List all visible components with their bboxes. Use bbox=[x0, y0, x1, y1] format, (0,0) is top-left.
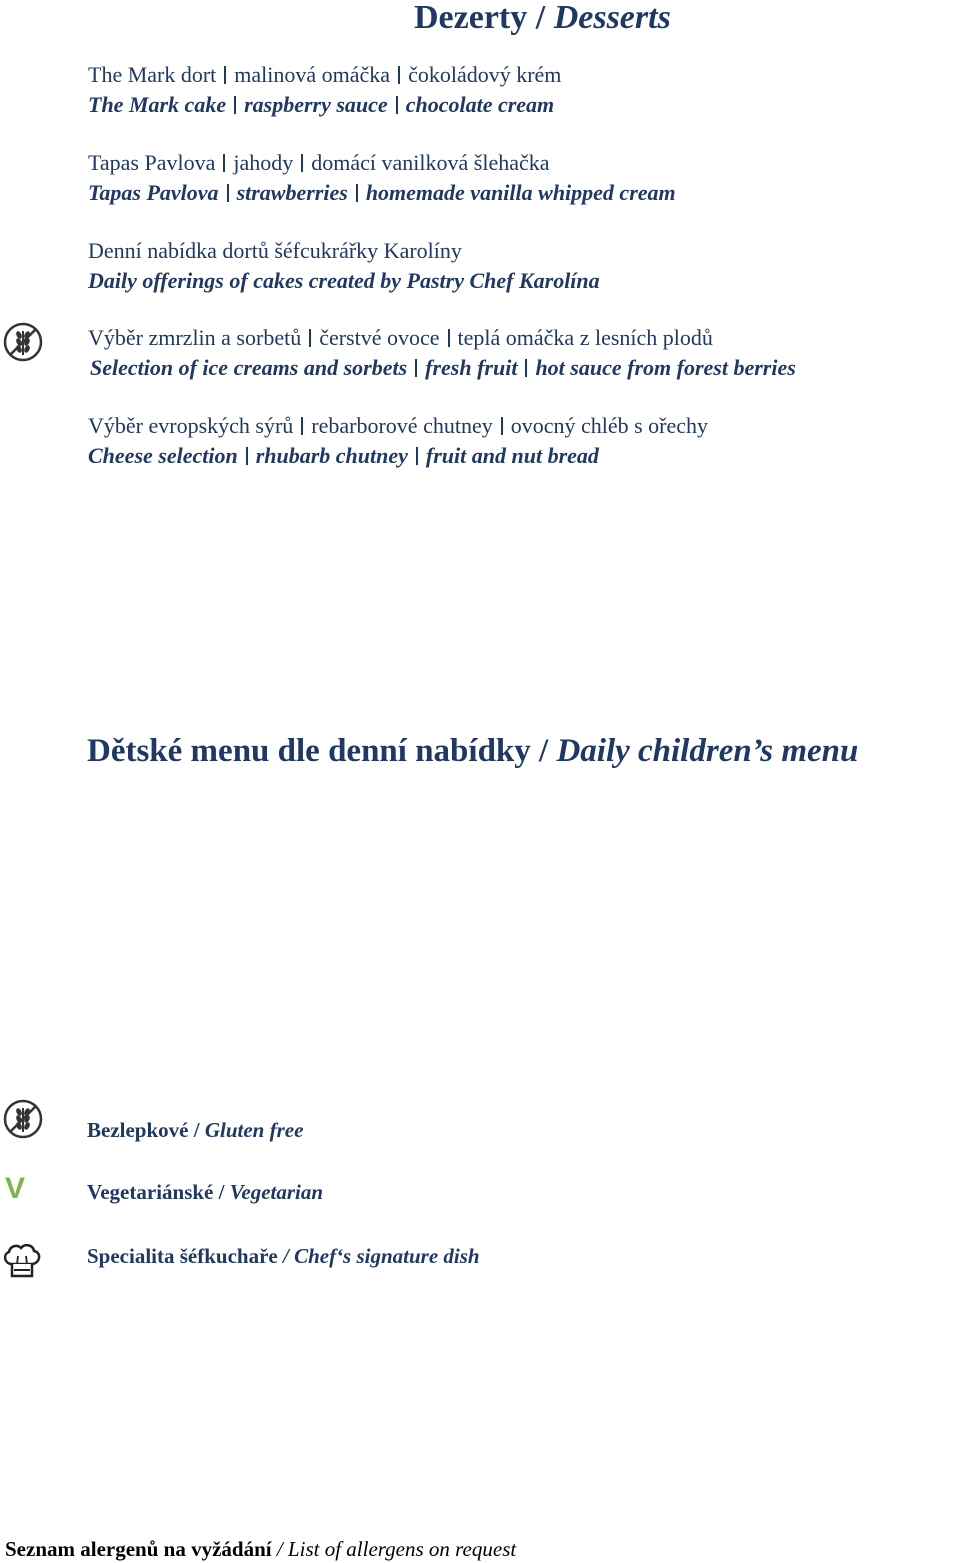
item-part: ovocný chléb s ořechy bbox=[510, 413, 709, 438]
item-part: čerstvé ovoce bbox=[319, 325, 440, 350]
children-title-en: Daily children’s menu bbox=[556, 733, 859, 769]
separator bbox=[227, 184, 229, 202]
item-part: chocolate cream bbox=[405, 92, 555, 117]
desserts-title bbox=[414, 0, 671, 36]
item-part: malinová omáčka bbox=[234, 62, 391, 87]
separator bbox=[224, 66, 226, 84]
menu-item-cz bbox=[88, 238, 462, 264]
legend-gluten-free bbox=[87, 1118, 303, 1143]
desserts-title-en: Desserts bbox=[553, 0, 671, 36]
menu-item-en bbox=[90, 355, 796, 381]
separator bbox=[501, 417, 503, 435]
item-part: fruit and nut bread bbox=[425, 443, 599, 468]
item-part: fresh fruit bbox=[425, 355, 518, 380]
legend-vegetarian bbox=[87, 1180, 323, 1205]
allergens-note bbox=[5, 1537, 516, 1562]
separator bbox=[223, 154, 225, 172]
menu-item-cz bbox=[88, 413, 708, 439]
legend-cz: Vegetariánské / bbox=[87, 1180, 230, 1204]
menu-item-en bbox=[88, 180, 676, 206]
separator bbox=[415, 359, 417, 377]
menu-item-en bbox=[88, 443, 599, 469]
item-part: The Mark cake bbox=[88, 92, 227, 117]
separator bbox=[416, 447, 418, 465]
item-part: raspberry sauce bbox=[244, 92, 388, 117]
chef-hat-icon bbox=[2, 1242, 42, 1280]
separator bbox=[309, 329, 311, 347]
separator bbox=[246, 447, 248, 465]
item-part: rhubarb chutney bbox=[255, 443, 408, 468]
allergens-note-cz: Seznam alergenů na vyžádání bbox=[5, 1537, 277, 1561]
item-part: Výběr evropských sýrů bbox=[88, 413, 294, 438]
separator bbox=[398, 66, 400, 84]
gluten-free-icon bbox=[2, 1098, 44, 1140]
gluten-free-icon bbox=[2, 321, 44, 363]
legend-en: Gluten free bbox=[204, 1118, 304, 1142]
legend-chef-signature bbox=[87, 1244, 480, 1269]
separator bbox=[356, 184, 358, 202]
item-part: domácí vanilková šlehačka bbox=[311, 150, 550, 175]
menu-item-cz bbox=[88, 62, 561, 88]
menu-item-en bbox=[88, 268, 600, 294]
item-part: Cheese selection bbox=[88, 443, 238, 468]
item-part: The Mark dort bbox=[88, 62, 217, 87]
legend-cz: Specialita šéfkuchaře bbox=[87, 1244, 283, 1268]
legend-en: Vegetarian bbox=[229, 1180, 324, 1204]
separator bbox=[234, 96, 236, 114]
allergens-note-en: / List of allergens on request bbox=[276, 1537, 517, 1561]
children-title-cz: Dětské menu dle denní nabídky / bbox=[87, 733, 557, 769]
item-part: jahody bbox=[233, 150, 294, 175]
desserts-title-cz: Dezerty / bbox=[414, 0, 554, 36]
item-part: teplá omáčka z lesních plodů bbox=[457, 325, 713, 350]
separator bbox=[396, 96, 398, 114]
legend-en: / Chef‘s signature dish bbox=[282, 1244, 480, 1268]
separator bbox=[448, 329, 450, 347]
item-part: homemade vanilla whipped cream bbox=[365, 180, 676, 205]
vegetarian-icon: V bbox=[5, 1172, 26, 1205]
item-part: Tapas Pavlova bbox=[88, 180, 219, 205]
item-part: strawberries bbox=[236, 180, 348, 205]
item-part: Daily offerings of cakes created by Pastry Chef Karolína bbox=[88, 268, 600, 293]
item-part: hot sauce from forest berries bbox=[535, 355, 796, 380]
children-menu-title bbox=[87, 731, 858, 771]
item-part: Selection of ice creams and sorbets bbox=[90, 355, 408, 380]
separator bbox=[525, 359, 527, 377]
separator bbox=[301, 417, 303, 435]
item-part: rebarborové chutney bbox=[311, 413, 493, 438]
item-part: Výběr zmrzlin a sorbetů bbox=[88, 325, 302, 350]
item-part: čokoládový krém bbox=[408, 62, 562, 87]
item-part: Tapas Pavlova bbox=[88, 150, 216, 175]
menu-item-en bbox=[88, 92, 554, 118]
separator bbox=[301, 154, 303, 172]
item-part: Denní nabídka dortů šéfcukrářky Karolíny bbox=[88, 238, 462, 263]
menu-item-cz bbox=[88, 150, 550, 176]
menu-item-cz bbox=[88, 325, 713, 351]
legend-cz: Bezlepkové / bbox=[87, 1118, 205, 1142]
